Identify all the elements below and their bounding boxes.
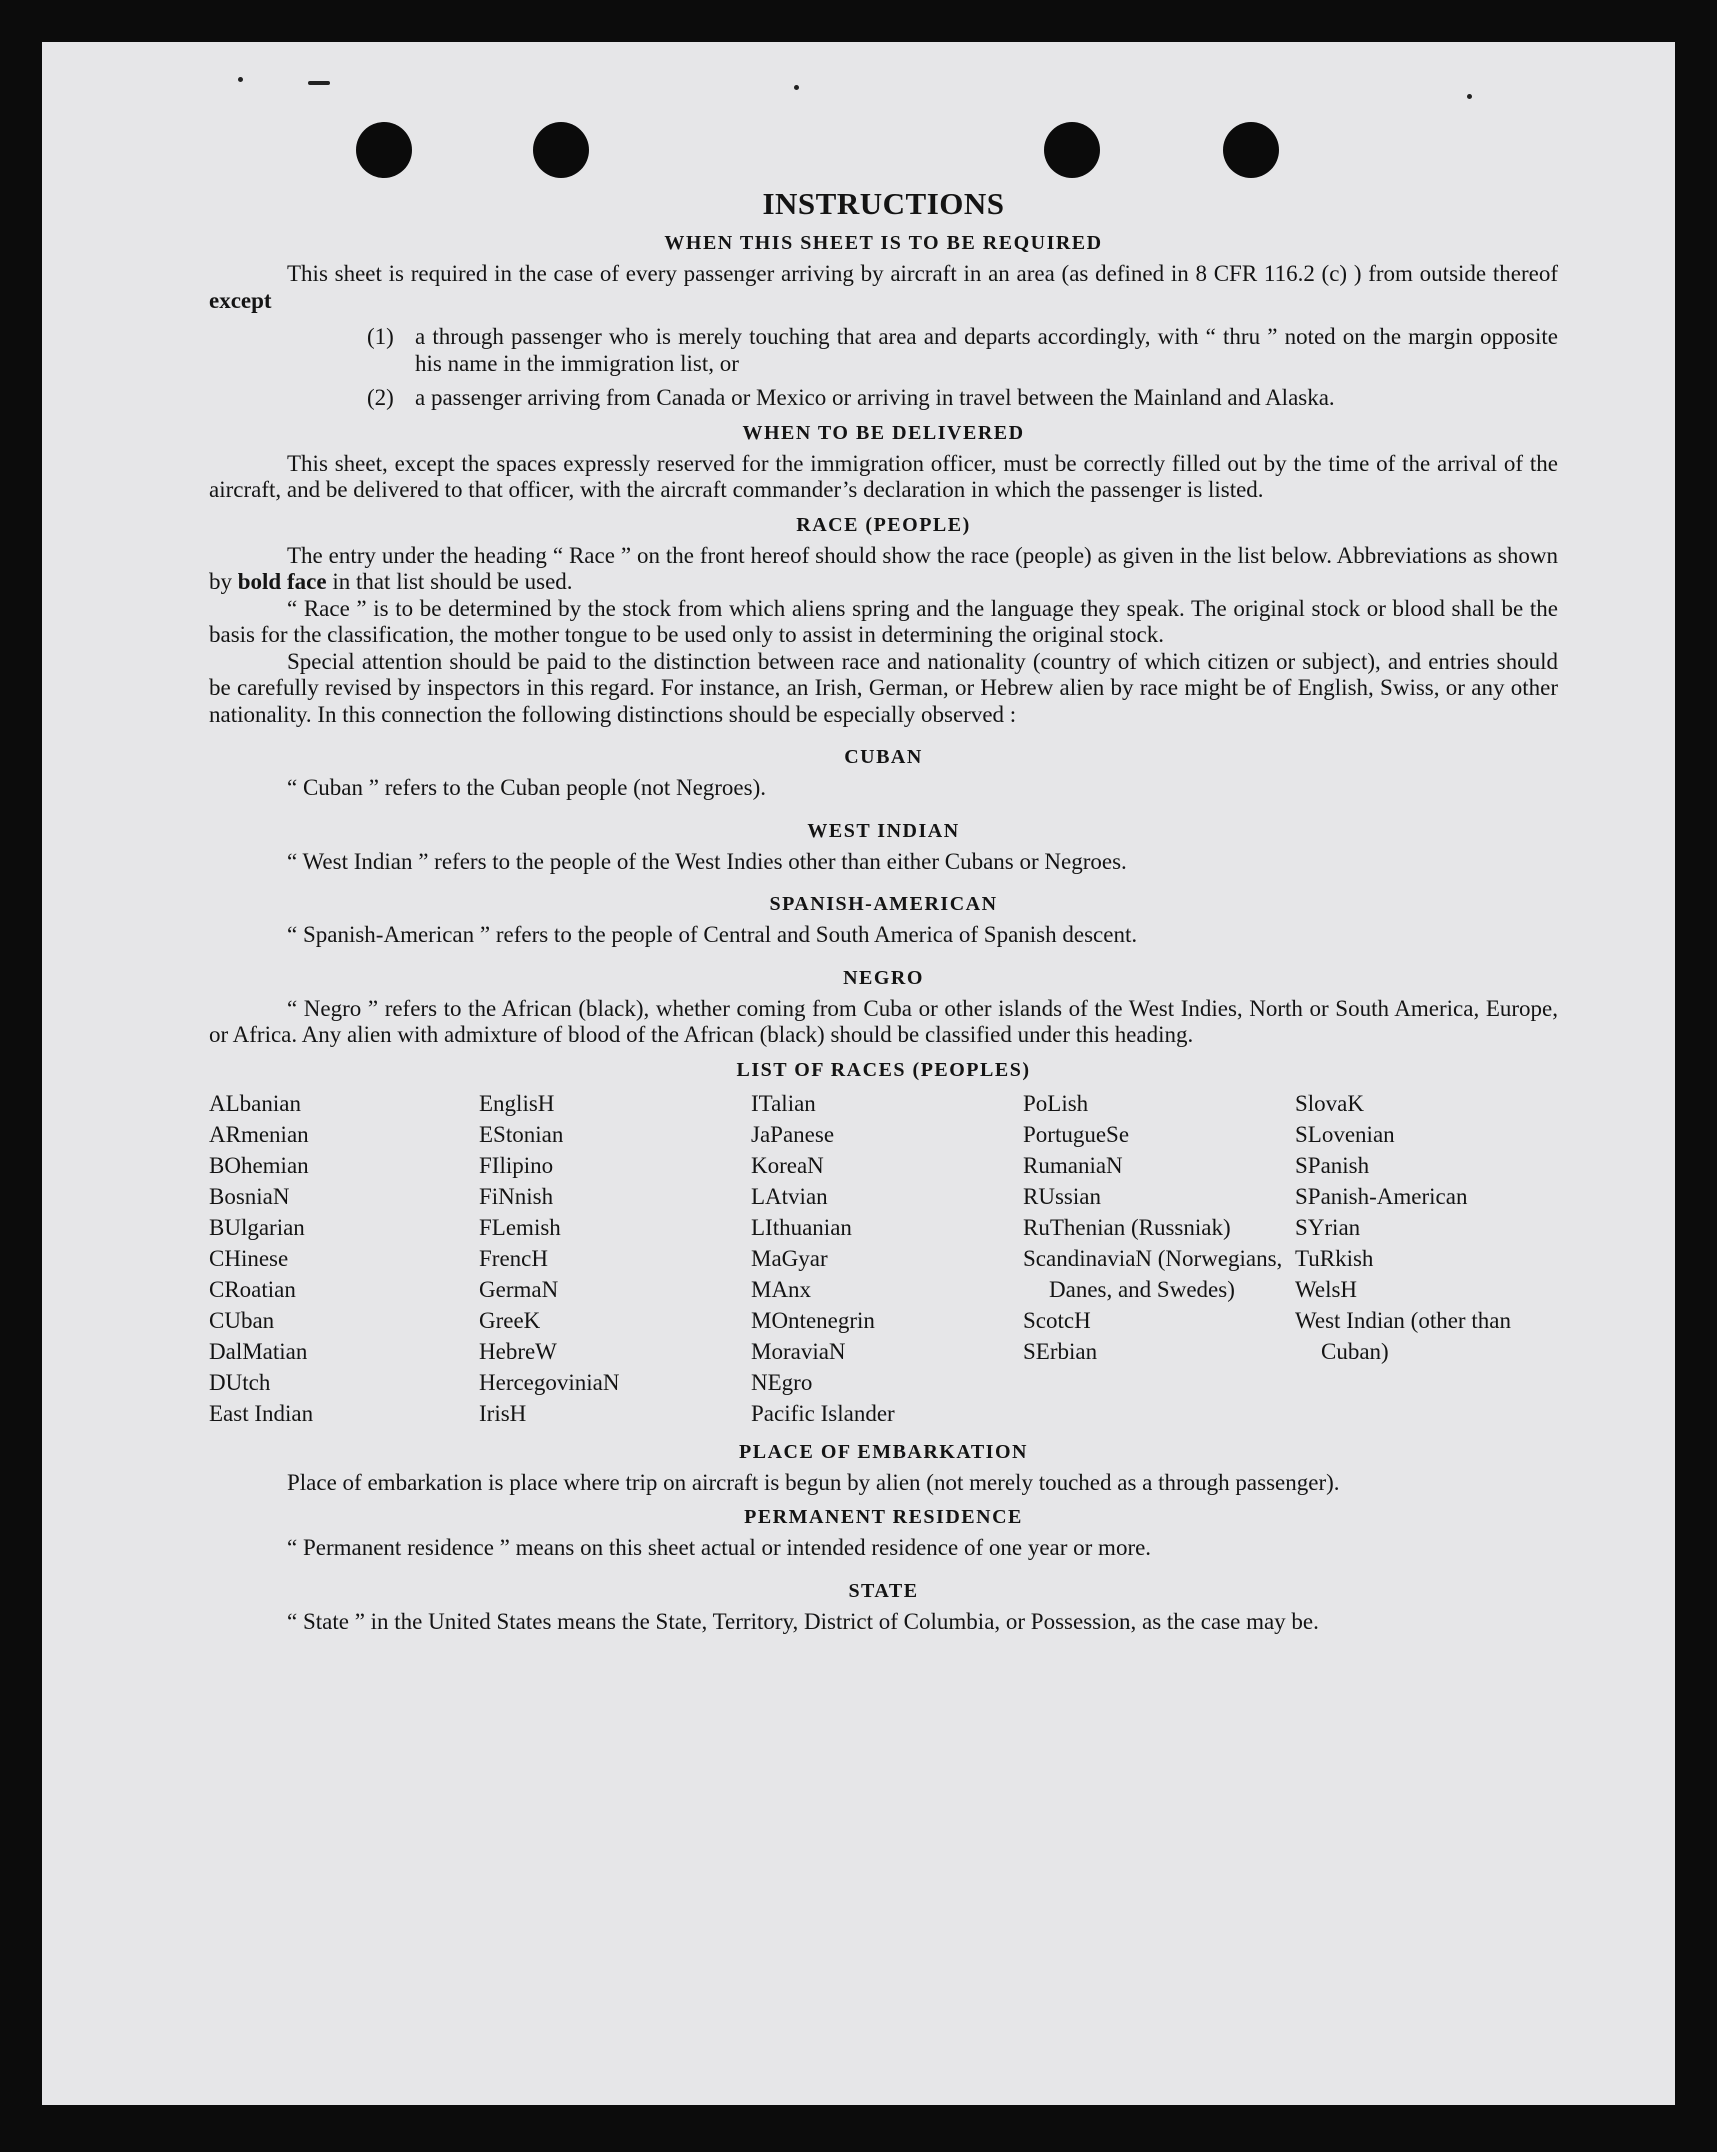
- race-entry: TuRkish: [1295, 1245, 1374, 1271]
- race-entry: RumaniaN: [1023, 1152, 1123, 1178]
- race-column: [1023, 1088, 1295, 1429]
- race-entry: SYrian: [1295, 1214, 1361, 1240]
- race-paragraph-1: The entry under the heading “ Race ” on the front hereof should show the race (people) as given in the list below. Abbreviations as shown by bold face in that list should be used.: [209, 542, 1558, 594]
- punch-hole: [533, 122, 589, 178]
- race-entry: BosniaN: [209, 1183, 290, 1209]
- race-entry: MoraviaN: [751, 1338, 846, 1364]
- section-heading-required: WHEN THIS SHEET IS TO BE REQUIRED: [664, 232, 1103, 254]
- scan-speck: [1467, 94, 1472, 99]
- section-heading-west-indian: WEST INDIAN: [807, 819, 960, 842]
- race-entry: DUtch: [209, 1369, 271, 1395]
- race-entry: PortugueSe: [1023, 1121, 1130, 1147]
- section-heading-residence: PERMANENT RESIDENCE: [744, 1506, 1023, 1528]
- race-paragraph-2: “ Race ” is to be determined by the stock from which aliens spring and the language they speak. The original stock or blood shall be the basis for the classification, the mother tongue to be used only to assist in determining the original stock.: [209, 595, 1558, 647]
- race-entry: HercegoviniaN: [479, 1369, 620, 1395]
- race-entry: West Indian (other than Cuban): [1295, 1307, 1511, 1364]
- punch-hole: [1044, 122, 1100, 178]
- race-entry: EStonian: [479, 1121, 564, 1147]
- exception-number: (1): [367, 324, 394, 349]
- punch-hole: [356, 122, 412, 178]
- bold-face-term: bold face: [237, 569, 327, 594]
- state-text: “ State ” in the United States means the State, Territory, District of Columbia, or Possession, as the case may be.: [287, 1608, 1319, 1634]
- race-entry: BOhemian: [209, 1152, 309, 1178]
- race-entry: FiNnish: [479, 1183, 554, 1209]
- race-entry: LAtvian: [751, 1183, 828, 1209]
- exception-number: (2): [367, 385, 394, 410]
- exception-item: [367, 324, 1558, 377]
- race-entry: SErbian: [1023, 1338, 1098, 1364]
- race-entry: CUban: [209, 1307, 275, 1333]
- race-entry: Pacific Islander: [751, 1400, 895, 1426]
- scan-speck: [794, 85, 799, 90]
- race-list: [209, 1088, 1558, 1429]
- exception-text: a through passenger who is merely touching that area and departs accordingly, with “ thru ” noted on the margin opposite his name in the immigration list, or: [415, 324, 1558, 376]
- residence-text: “ Permanent residence ” means on this sheet actual or intended residence of one year or more.: [287, 1535, 1152, 1560]
- race-entry: RUssian: [1023, 1183, 1101, 1209]
- race-entry: DalMatian: [209, 1338, 308, 1364]
- race-entry: HebreW: [479, 1338, 557, 1364]
- section-heading-embarkation: PLACE OF EMBARKATION: [739, 1440, 1028, 1463]
- race-column: [751, 1088, 1023, 1429]
- race-paragraph-3: Special attention should be paid to the distinction between race and nationality (country of which citizen or subject), and entries should be carefully revised by inspectors in this regard. For instance, an Irish, German, or Hebrew alien by race might be of English, Swiss, or any other nationality. In this connection the following distinctions should be especially observed :: [209, 648, 1558, 727]
- exception-text: a passenger arriving from Canada or Mexico or arriving in travel between the Mainland and Alaska.: [415, 385, 1335, 410]
- race-entry: RuThenian (Russniak): [1023, 1214, 1231, 1240]
- page-title: INSTRUCTIONS: [762, 186, 1005, 221]
- negro-text: “ Negro ” refers to the African (black), whether coming from Cuba or other islands of the West Indies, North or South America, Europe, or Africa. Any alien with admixture of blood of the African (black) should be classified under this heading.: [209, 995, 1558, 1047]
- race-entry: FIlipino: [479, 1152, 554, 1178]
- race-entry: MAnx: [751, 1276, 812, 1302]
- punch-hole: [1223, 122, 1279, 178]
- race-entry: PoLish: [1023, 1090, 1089, 1116]
- race-entry: ITalian: [751, 1090, 816, 1116]
- section-heading-cuban: CUBAN: [844, 746, 923, 768]
- race-entry: CHinese: [209, 1245, 289, 1271]
- race-column: [479, 1088, 751, 1429]
- race-entry: ALbanian: [209, 1090, 301, 1116]
- west-indian-text: “ West Indian ” refers to the people of the West Indies other than either Cubans or Negroes.: [287, 848, 1127, 874]
- required-intro: This sheet is required in the case of every passenger arriving by aircraft in an area (as defined in 8 CFR 116.2 (c) ) from outside thereof except: [209, 261, 1558, 313]
- race-entry: ARmenian: [209, 1121, 309, 1147]
- race-column: [209, 1088, 479, 1429]
- race-entry: WelsH: [1295, 1276, 1358, 1302]
- section-heading-race-list: LIST OF RACES (PEOPLES): [736, 1058, 1031, 1081]
- delivered-text: This sheet, except the spaces expressly reserved for the immigration officer, must be correctly filled out by the time of the arrival of the aircraft, and be delivered to that officer, with the aircraft commander’s declaration in which the passenger is listed.: [209, 450, 1558, 502]
- document-sheet: [42, 42, 1675, 2105]
- race-entry: CRoatian: [209, 1276, 296, 1302]
- exception-item: [367, 385, 1558, 412]
- race-entry: ScandinaviaN (Norwegians, Danes, and Swedes): [1023, 1245, 1283, 1302]
- race-entry: BUlgarian: [209, 1214, 305, 1240]
- race-entry: ScotcH: [1023, 1307, 1091, 1333]
- scan-speck: [308, 81, 330, 85]
- section-heading-state: STATE: [848, 1579, 919, 1602]
- except-word: except: [209, 287, 272, 313]
- race-entry: MOntenegrin: [751, 1307, 875, 1333]
- section-heading-delivered: WHEN TO BE DELIVERED: [742, 421, 1025, 444]
- race-entry: FrencH: [479, 1245, 548, 1271]
- section-heading-negro: NEGRO: [843, 966, 924, 989]
- race-entry: IrisH: [479, 1400, 527, 1426]
- race-entry: East Indian: [209, 1400, 314, 1426]
- race-column: [1295, 1088, 1558, 1429]
- scan-speck: [238, 77, 243, 82]
- race-entry: SPanish-American: [1295, 1183, 1468, 1209]
- race-entry: NEgro: [751, 1369, 813, 1395]
- race-entry: LIthuanian: [751, 1214, 852, 1240]
- instructions-content: [209, 186, 1558, 1635]
- race-entry: SLovenian: [1295, 1121, 1395, 1147]
- section-heading-spanish-american: SPANISH-AMERICAN: [769, 893, 998, 915]
- race-entry: GreeK: [479, 1307, 541, 1333]
- race-entry: GermaN: [479, 1276, 559, 1302]
- race-entry: MaGyar: [751, 1245, 828, 1271]
- race-entry: FLemish: [479, 1214, 561, 1240]
- embarkation-text: Place of embarkation is place where trip on aircraft is begun by alien (not merely touched as a through passenger).: [287, 1469, 1340, 1495]
- race-entry: EnglisH: [479, 1090, 555, 1116]
- race-entry: SPanish: [1295, 1152, 1370, 1178]
- race-entry: JaPanese: [751, 1121, 835, 1147]
- race-entry: SlovaK: [1295, 1090, 1364, 1116]
- race-entry: KoreaN: [751, 1152, 824, 1178]
- spanish-american-text: “ Spanish-American ” refers to the people of Central and South America of Spanish descent.: [287, 922, 1138, 947]
- cuban-text: “ Cuban ” refers to the Cuban people (not Negroes).: [287, 775, 767, 800]
- section-heading-race: RACE (PEOPLE): [796, 513, 971, 536]
